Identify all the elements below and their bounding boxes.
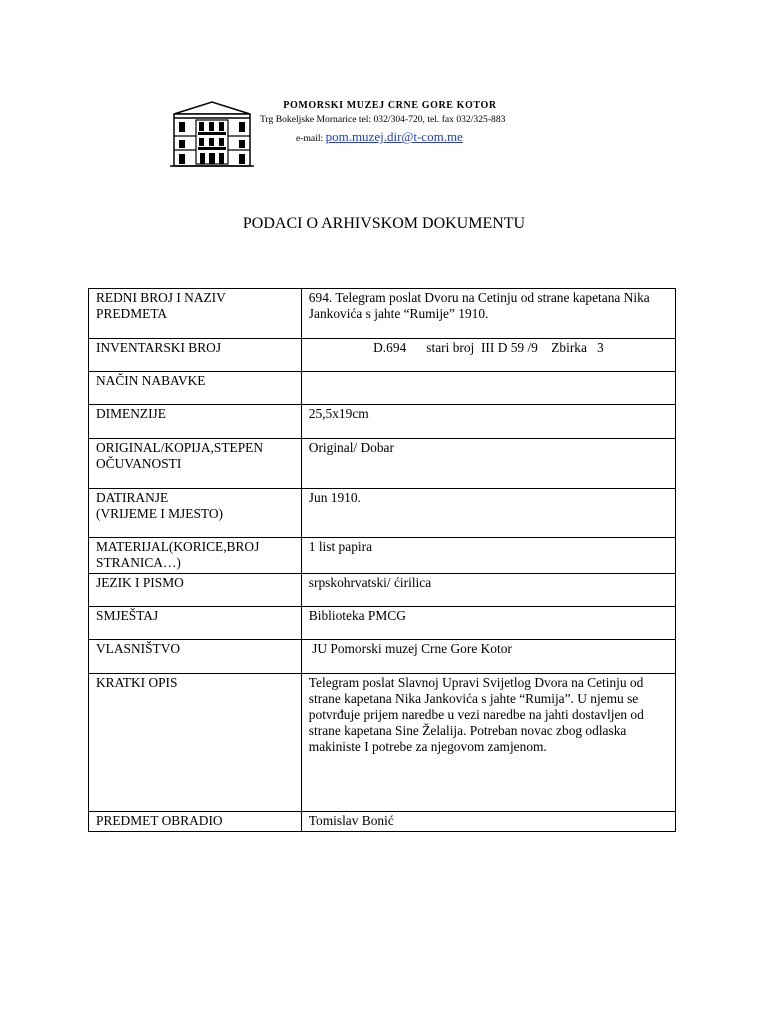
row-label: MATERIJAL(KORICE,BROJ STRANICA…)	[89, 538, 302, 574]
table-row	[89, 812, 676, 832]
row-label: ORIGINAL/KOPIJA,STEPEN OČUVANOSTI	[89, 439, 302, 489]
table-row	[89, 640, 676, 674]
archive-data-table	[88, 288, 676, 832]
museum-address: Trg Bokeljske Mornarice tel: 032/304-720, tel. fax 032/325-883	[260, 114, 506, 125]
row-label: REDNI BROJ I NAZIV PREDMETA	[89, 289, 302, 339]
table-row	[89, 674, 676, 812]
row-value: 1 list papira	[301, 538, 675, 574]
table-row	[89, 607, 676, 640]
row-value: 25,5x19cm	[301, 405, 675, 439]
letterhead	[170, 100, 590, 170]
row-value: D.694 stari broj III D 59 /9 Zbirka 3	[301, 339, 675, 372]
table-row	[89, 372, 676, 405]
row-value: srpskohrvatski/ ćirilica	[301, 574, 675, 607]
row-label: DATIRANJE (VRIJEME I MJESTO)	[89, 489, 302, 538]
row-value: JU Pomorski muzej Crne Gore Kotor	[301, 640, 675, 674]
row-value: 694. Telegram poslat Dvoru na Cetinju od strane kapetana Nika Jankovića s jahte “Rumije” 1910.	[301, 289, 675, 339]
table-row	[89, 405, 676, 439]
email-line	[296, 129, 463, 145]
row-label: DIMENZIJE	[89, 405, 302, 439]
document-title: PODACI O ARHIVSKOM DOKUMENTU	[242, 215, 526, 232]
row-label: KRATKI OPIS	[89, 674, 302, 812]
row-value: Biblioteka PMCG	[301, 607, 675, 640]
row-label: PREDMET OBRADIO	[89, 812, 302, 832]
row-value: Jun 1910.	[301, 489, 675, 538]
table-row	[89, 289, 676, 339]
museum-name: POMORSKI MUZEJ CRNE GORE KOTOR	[283, 100, 497, 111]
row-label: JEZIK I PISMO	[89, 574, 302, 607]
row-value: Telegram poslat Slavnoj Upravi Svijetlog Dvora na Cetinju od strane kapetana Nika Jankovića s jahte “Rumija”. U njemu se potvrđuje prijem naredbe u vezi naredbe na jahti dostavljen od strane kapetana Sine Želalija. Potreban novac zbog odlaska makiniste I potrebe za njegovom zamjenom.	[301, 674, 675, 812]
row-label: SMJEŠTAJ	[89, 607, 302, 640]
table-row	[89, 439, 676, 489]
row-label: INVENTARSKI BROJ	[89, 339, 302, 372]
table-row	[89, 339, 676, 372]
row-value: Original/ Dobar	[301, 439, 675, 489]
row-label: NAČIN NABAVKE	[89, 372, 302, 405]
row-value: Tomislav Bonić	[301, 812, 675, 832]
email-label: e-mail:	[296, 133, 324, 144]
table-row	[89, 489, 676, 538]
row-label: VLASNIŠTVO	[89, 640, 302, 674]
table-row	[89, 538, 676, 574]
table-row	[89, 574, 676, 607]
row-value	[301, 372, 675, 405]
email-link[interactable]: pom.muzej.dir@t-com.me	[325, 129, 463, 144]
